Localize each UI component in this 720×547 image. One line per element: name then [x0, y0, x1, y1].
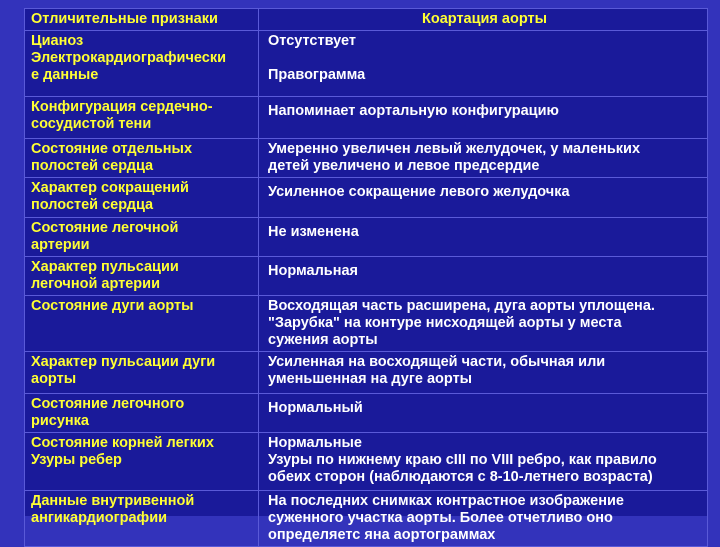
row-label: Характер пульсации дуги аорты [25, 352, 259, 394]
row-value: На последних снимках контрастное изображение суженного участка аорты. Более отчетливо оно определяетс яна аортограммах [259, 491, 708, 547]
row-value: Усиленная на восходящей части, обычная или уменьшенная на дуге аорты [259, 352, 708, 394]
row-value: Нормальная [259, 257, 708, 296]
row-value: Умеренно увеличен левый желудочек, у маленьких детей увеличено и левое предсердие [259, 139, 708, 178]
row-value: Отсутствует Правограмма [259, 31, 708, 97]
header-coarctation: Коартация аорты [259, 9, 708, 31]
row-label: Цианоз Электрокардиографически е данные [25, 31, 259, 97]
table-row [25, 218, 708, 257]
table-header-row [25, 9, 708, 31]
row-value: Не изменена [259, 218, 708, 257]
row-label: Конфигурация сердечно- сосудистой тени [25, 97, 259, 139]
row-label: Состояние легочного рисунка [25, 394, 259, 433]
row-label: Состояние легочной артерии [25, 218, 259, 257]
row-value: Усиленное сокращение левого желудочка [259, 178, 708, 218]
table-row [25, 178, 708, 218]
table-row [25, 139, 708, 178]
row-label: Состояние отдельных полостей сердца [25, 139, 259, 178]
header-features: Отличительные признаки [25, 9, 259, 31]
comparison-table [24, 8, 708, 547]
row-value: Нормальный [259, 394, 708, 433]
table-row [25, 296, 708, 352]
row-value: Напоминает аортальную конфигурацию [259, 97, 708, 139]
table-row [25, 97, 708, 139]
table-row [25, 394, 708, 433]
slide [24, 8, 708, 543]
table-row [25, 257, 708, 296]
row-label: Характер сокращений полостей сердца [25, 178, 259, 218]
table-row [25, 352, 708, 394]
row-label: Состояние корней легких Узуры ребер [25, 433, 259, 491]
row-value: Восходящая часть расширена, дуга аорты уплощена. "Зарубка" на контуре нисходящей аорты у места сужения аорты [259, 296, 708, 352]
row-label: Данные внутривенной ангикардиографии [25, 491, 259, 547]
row-value: Нормальные Узуры по нижнему краю cIII по VIII ребро, как правило обеих сторон (наблюдаются с 8-10-летнего возраста) [259, 433, 708, 491]
table-row [25, 31, 708, 97]
row-label: Состояние дуги аорты [25, 296, 259, 352]
row-label: Характер пульсации легочной артерии [25, 257, 259, 296]
table-row [25, 491, 708, 547]
table-row [25, 433, 708, 491]
